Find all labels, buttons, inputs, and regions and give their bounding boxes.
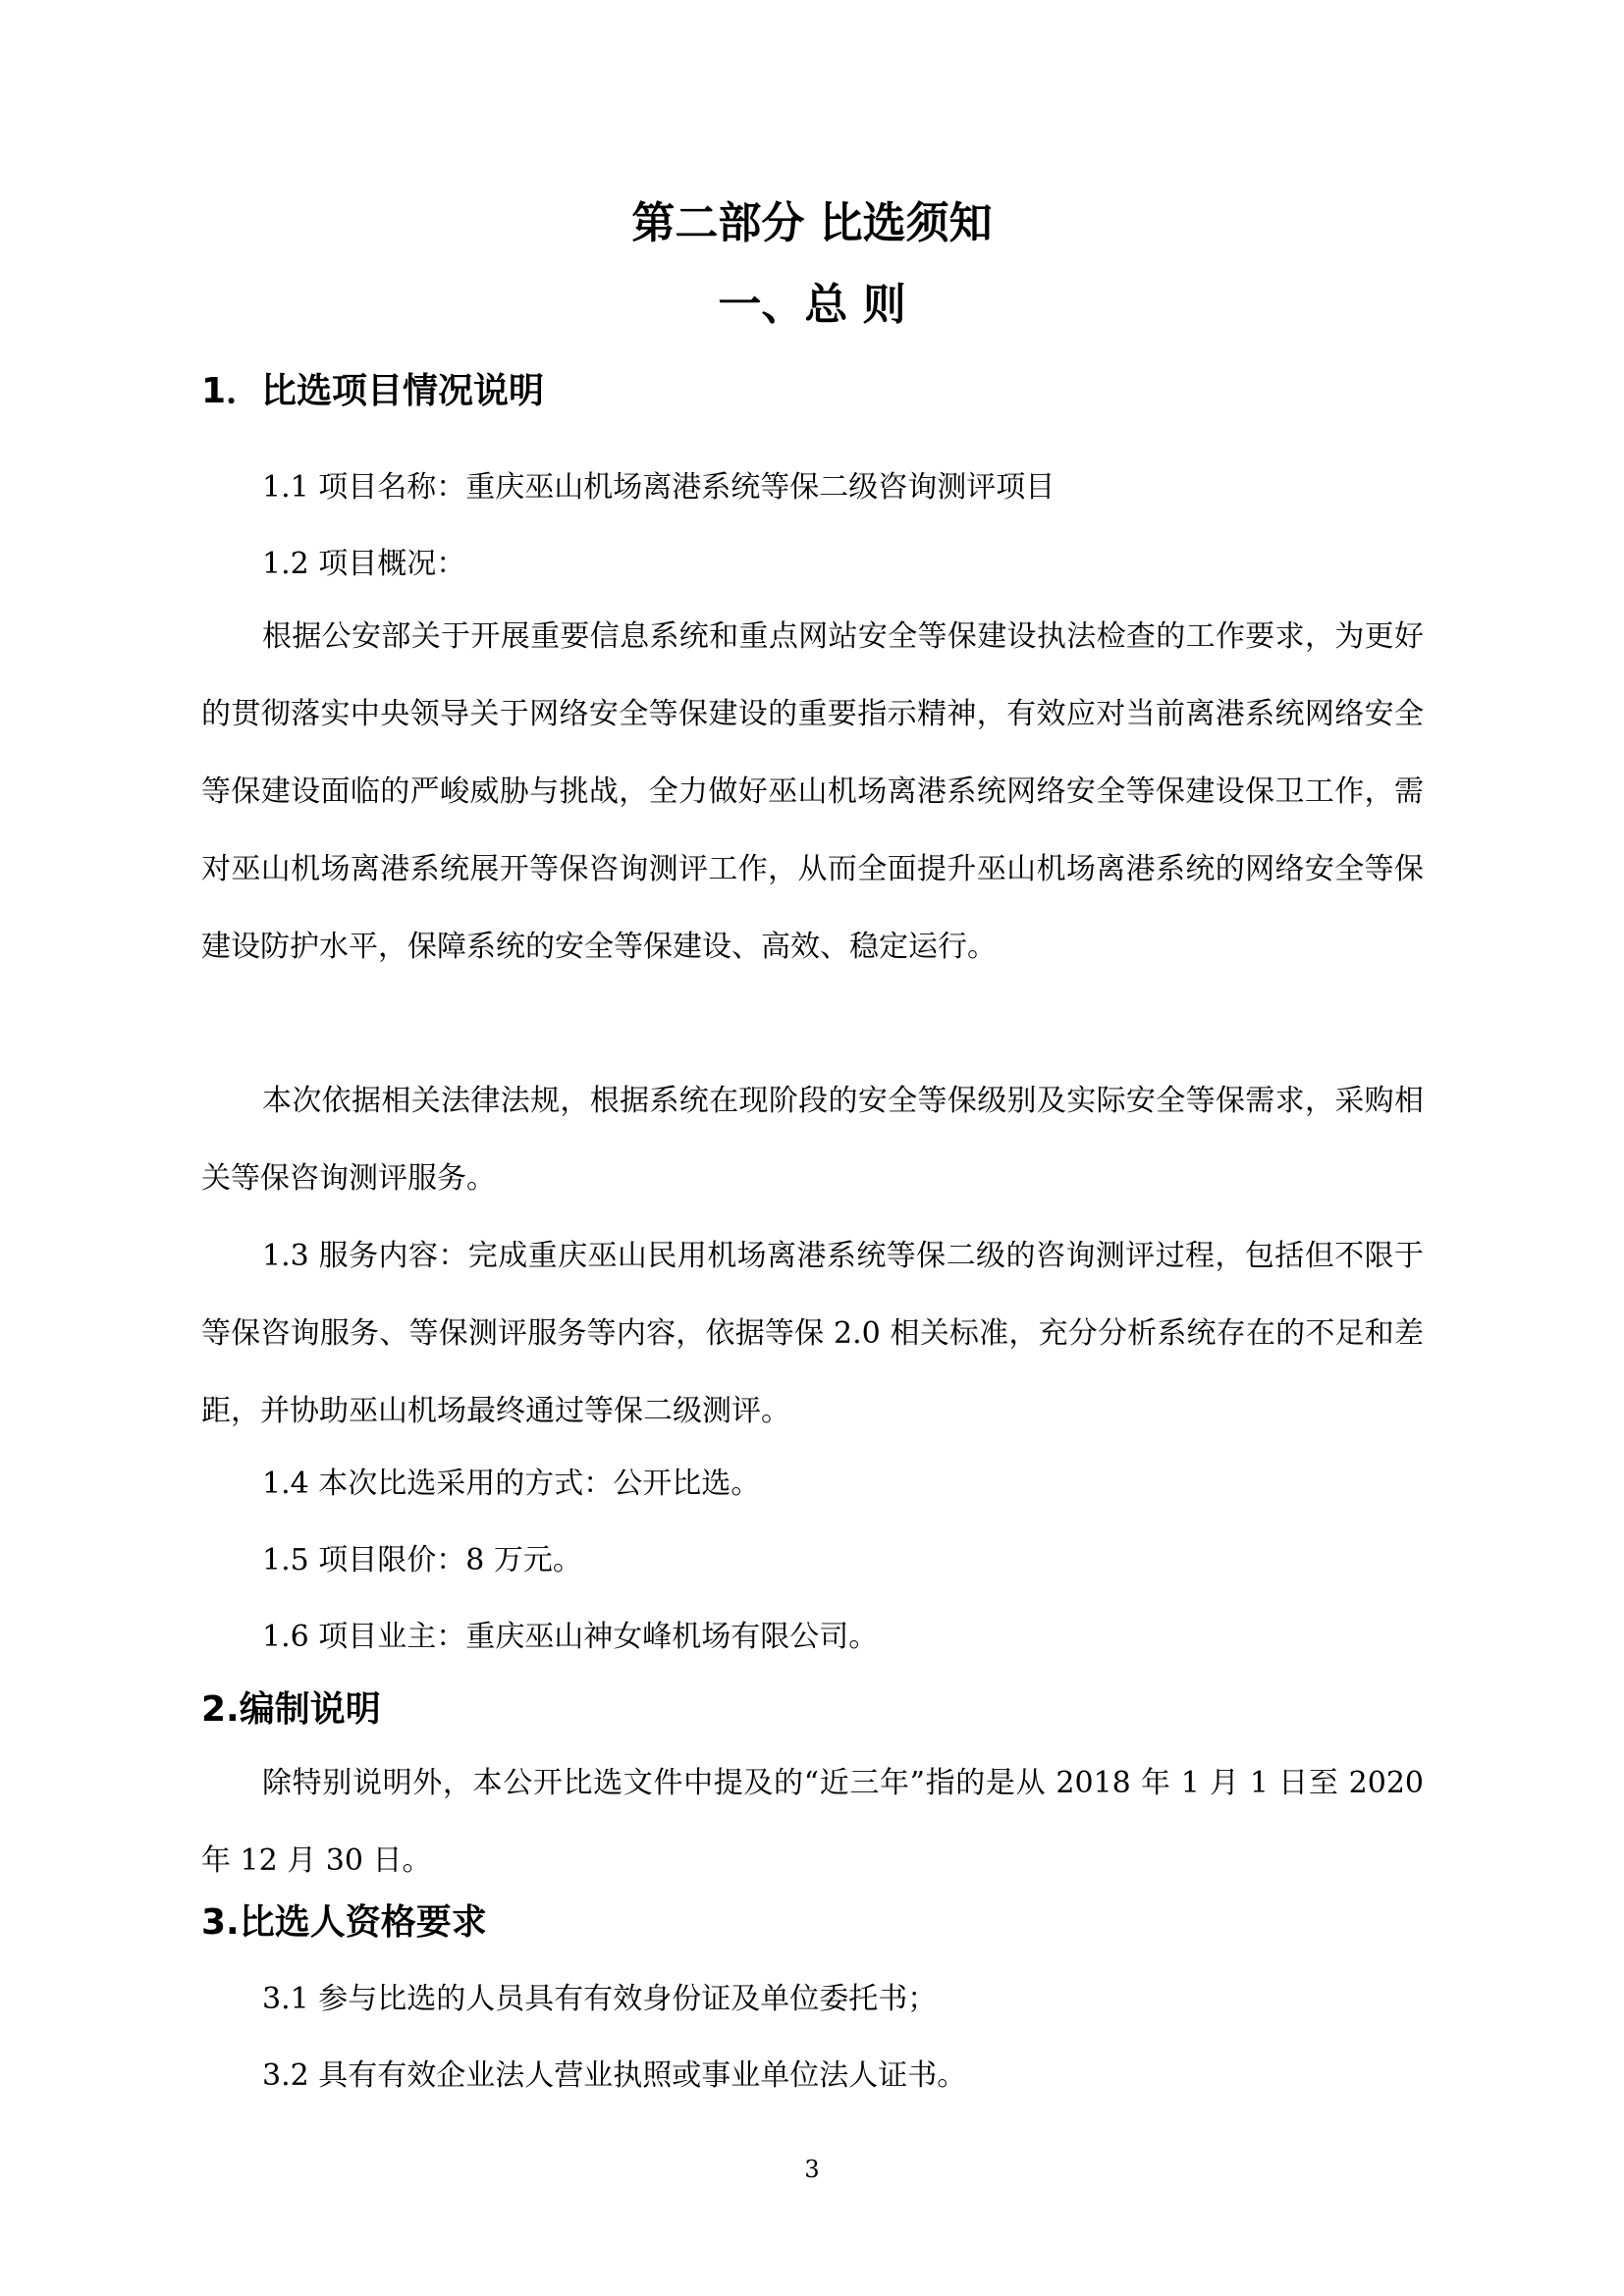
section-3-heading: 3.比选人资格要求 — [201, 1902, 487, 1943]
item-1-5-price-limit: 1.5 项目限价：8 万元。 — [262, 1543, 582, 1577]
chapter-subtitle: 一、总 则 — [718, 280, 906, 330]
section-1-heading: 1．比选项目情况说明 — [201, 371, 545, 411]
section-2-paragraph: 除特别说明外，本公开比选文件中提及的“近三年”指的是从 2018 年 1 月 1 日至 2020 年 12 月 30 日。 — [201, 1766, 1424, 1878]
item-1-4-method: 1.4 本次比选采用的方式：公开比选。 — [262, 1467, 761, 1501]
basis-paragraph: 本次依据相关法律法规，根据系统在现阶段的安全等保级别及实际安全等保需求，采购相关等保咨询测评服务。 — [201, 1084, 1424, 1196]
item-1-1-project-name: 1.1 项目名称：重庆巫山机场离港系统等保二级咨询测评项目 — [262, 470, 1056, 505]
item-1-3-service-content: 1.3 服务内容：完成重庆巫山民用机场离港系统等保二级的咨询测评过程，包括但不限于等保咨询服务、等保测评服务等内容，依据等保 2.0 相关标准，充分分析系统存在的不足和差距，并协助巫山机场最终通过等保二级测评。 — [201, 1239, 1424, 1428]
item-1-2-overview-label: 1.2 项目概况： — [262, 547, 466, 581]
item-3-1-id-requirement: 3.1 参与比选的人员具有有效身份证及单位委托书； — [262, 1982, 938, 2016]
section-2-heading: 2.编制说明 — [201, 1689, 381, 1730]
page-title: 第二部分 比选须知 — [631, 198, 993, 248]
page-number: 3 — [804, 2156, 820, 2183]
overview-paragraph: 根据公安部关于开展重要信息系统和重点网站安全等保建设执法检查的工作要求，为更好的贯彻落实中央领导关于网络安全等保建设的重要指示精神，有效应对当前离港系统网络安全等保建设面临的严峻威胁与挑战，全力做好巫山机场离港系统网络安全等保建设保卫工作，需对巫山机场离港系统展开等保咨询测评工作，从而全面提升巫山机场离港系统的网络安全等保建设防护水平，保障系统的安全等保建设、高效、稳定运行。 — [201, 619, 1424, 964]
item-3-2-license-requirement: 3.2 具有有效企业法人营业执照或事业单位法人证书。 — [262, 2058, 967, 2093]
item-1-6-owner: 1.6 项目业主：重庆巫山神女峰机场有限公司。 — [262, 1620, 879, 1654]
